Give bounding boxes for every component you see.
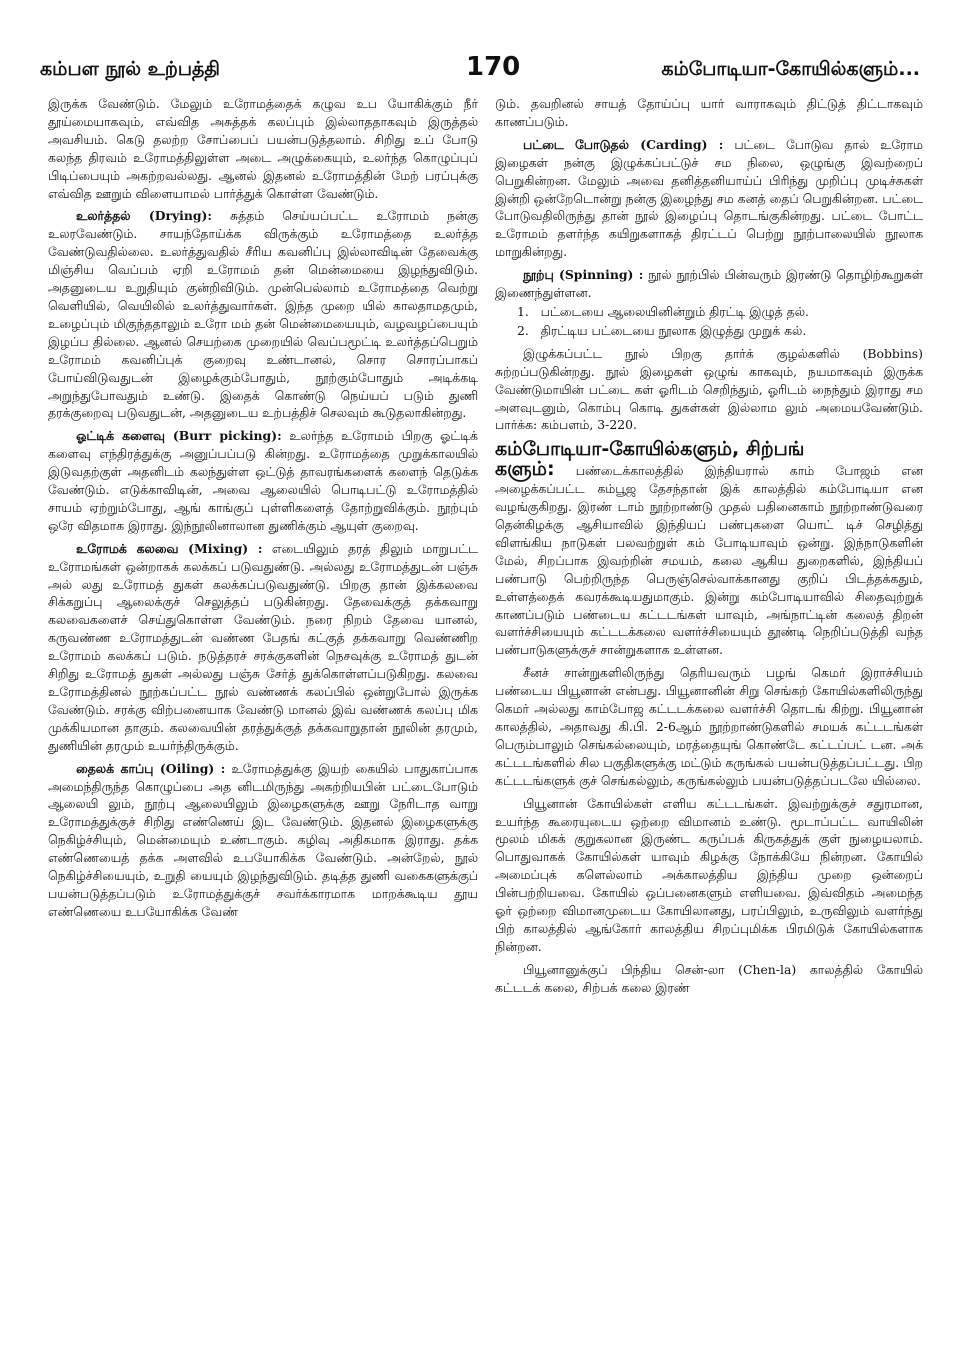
list-number: 2. bbox=[517, 322, 529, 338]
paragraph-text: நூல் நூற்பில் பின்வரும் இரண்டு தொழிற்கூறுகள் இணைந்துள்ளன. bbox=[495, 267, 923, 301]
paragraph: இழுக்கப்பட்ட நூல் பிறகு தார்க் குழல்களில் (Bobbins) சுற்றப்படுகின்றது. நூல் இழைகள் ஒழுங் காகவும், நயமாகவும் இருக்க வேண்டுமாயின் பட்டை கள் ஓரிடம் செறிந்தும், ஓரிடம் நைந்தும் இராது சம அளவுடனும், கொம்பு கொடி துகள்கள் இல்லாம லும் அமையவேண்டும். பார்க்க: கம்பளம், 3-220. bbox=[495, 345, 923, 433]
page-number: 170 bbox=[466, 52, 521, 82]
subheading-drying: உலர்த்தல் (Drying): bbox=[76, 208, 212, 224]
subheading-spinning: நூற்பு (Spinning) : bbox=[523, 267, 644, 283]
paragraph: பியூனான் கோயில்கள் எளிய கட்டடங்கள். இவற்றுக்குச் சதுரமான, உயர்ந்த கூரையுடைய ஒற்றை விமானம் உண்டு. மூடாப்பட்ட வாயிலின் மூலம் மிகக் குறுகலான இருண்ட கருப்பக் கிருகத்துக் குள் நுழையலாம். பொதுவாகக் கோயில்கள் யாவும் கிழக்கு நோக்கியே நின்றன. கோயில் அமைப்புக் களெல்லாம் அக்காலத்திய இந்திய முறை ஒன்றைப் பின்பற்றியவை. கோயில் ஒப்பனைகளும் எளியவை. இவ்விதம் அமைந்த ஓர் ஒற்றை விமானமுடைய கோயிலானது, பரப்பிலும், உருவிலும் வளர்ந்து பிற் காலத்தில் ஆங்கோர் காலத்திய சிறப்புமிக்க பிரமிடுக் கோயில்களாக நின்றன. bbox=[495, 795, 923, 954]
paragraph: பியூனானுக்குப் பிந்திய சென்-லா (Chen-la) காலத்தில் கோயில் கட்டடக் கலை, சிற்பக் கலை இரண் bbox=[495, 961, 923, 995]
list-item bbox=[495, 322, 923, 340]
paragraph-entry-intro bbox=[495, 458, 923, 659]
right-column bbox=[495, 95, 923, 1345]
paragraph-text: எடையிலும் தரத் திலும் மாறுபட்ட உரோமங்கள் ஒன்றாகக் கலக்கப் படுவதுண்டு. அல்லது உரோமத்துடன் பஞ்சு அல் லது உரோமத் துகள் கலக்கப்படுவதுண்டு. பிறகு தான் இக்கலவை சிக்கறுப்பு ஆலைக்குச் செலுத்தப் படுகின்றது. தேவைக்குத் தக்கவாறு கலவைகளைச் செய்துகொள்ள வேண்டும். நரை நிறம் தேவை யானல், கருவண்ண உரோமத்துடன் வண்ண பேதங் கட்குத் தக்கவாறு வெண்ணிற உரோமம் கலக்கப் படும். நடுத்தரச் சரக்குகளின் நெசவுக்கு உரோமத் துடன் சிறிது உரோமத் துகள் அல்லது பஞ்சு சேர்த் துக்கொள்ளப்படுகிறது. கலவை உரோமத்தினல் நூற்கப்பட்ட நூல் வண்ணக் கலப்பில் ஒன்றுபோல் இருக்க வேண்டும். சரக்கு விற்பனையாக வேண்டு மானல் இவ் வண்ணக் கலப்பு மிக முக்கியமான தாகும். கலவையின் தரத்துக்குத் தக்கவாறுதான் நூலின் தரமும், துணியின் தரமும் உயர்ந்திருக்கும். bbox=[48, 540, 478, 753]
page-header bbox=[40, 52, 920, 92]
paragraph-text: உலர்ந்த உரோமம் பிறகு ஓட்டிக் களைவு எந்திரத்துக்கு அனுப்பப்படு கின்றது. உரோமத்தை முறுக்காலயில் இடுவதற்குள் அதனிடம் கலந்துள்ள ஒட்டுத் தாவரங்களைக் களைந் தெடுக்க வேண்டும். எடுக்காவிடின், அவை ஆலையில் பொடிபட்டு உரோமத்தில் சாயம் ஏற்றும்போது, ஆங் காங்குப் புள்ளிகளைத் தோற்றுவிக்கும். நூற்பும் ஒரே விதமாக இராது. இந்நூலினாலான துணிக்கும் ஆயுள் குறைவு. bbox=[48, 428, 478, 533]
list-text: பட்டையை ஆலையினின்றும் திரட்டி இழுத் தல். bbox=[540, 303, 809, 319]
paragraph-carding bbox=[495, 136, 923, 261]
paragraph-text: சுத்தம் செய்யப்பட்ட உரோமம் நன்கு உலரவேண்டும். சாயந்தோய்க்க விருக்கும் உரோமத்தை உலர்த்த வேண்டுவதில்லை. உலர்த்துவதில் சீரிய கவனிப்பு இல்லாவிடின் தேவைக்கு மிஞ்சிய வெப்பம் ஏறி உரோமம் தன் மென்மையை இழந்துவிடும். அதனுடைய உறுதியும் குன்றிவிடும். முன்பெல்லாம் உரோமத்தை வெற்று வெளியில், வெயிலில் உலர்த்துவார்கள். இந்த முறை யில் காலதாமதமும், உழைப்பும் மிகுந்ததாலும் உரோ மம் தன் மென்மையையும், வழவழப்பையும் இழப்ப தில்லை. ஆனல் செயற்கை முறையில் வெப்பமூட்டி உலர்த்தப்பெறும் உரோமம் கவனிப்புக் குறைவு உண்டானல், சொர சொரப்பாகப் போய்விடுவதுடன் இழைக்கும்போதும், நூற்கும்போதும் அடிக்கடி அறுந்துபோவதும் உண்டு. இதைக் கொண்டு நெய்யப் படும் துணி தரக்குறைவு படுவதுடன், அதனுடைய உற்பத்திச் செலவும் கூடுதலாகின்றது. bbox=[48, 208, 478, 421]
paragraph-text: பண்டைக்காலத்தில் இந்தியரால் காம் போஜம் என அழைக்கப்பட்ட கம்பூஜ தேசந்தான் இக் காலத்தில் கம்போடியா என வழங்குகிறது. இரண் டாம் நூற்றாண்டு முதல் பதினைகாம் நூற்றாண்டுவரை தென்கிழக்கு ஆசியாவில் இந்தியப் பண்புகளை யொட் டிச் செழித்து விளங்கிய நாடுகள் பலவற்றுள் கம் போடியாவும் ஒன்று. இந்நாடுகளின் மேல், சிறப்பாக இவற்றின் சமயம், கலை ஆகிய துறைகளில், இந்தியப் பண்பாடு பெற்றிருந்த பெருஞ்செல்வாக்கானது குறிப் பிடத்தக்கதும், உள்ளத்தைக் கவரக்கூடியதுமாகும். இன்று கம்போடியாவில் சிதைவுற்றுக் காணப்படும் பண்டைய கட்டடங்கள் யாவும், அங்நாட்டின் கலைத் திறன் வளர்ச்சியையும் கட்டடக்கலை வளர்ச்சியையும் தூண்டி நெறிப்படுத்தி வந்த பண்பாடுகளுக்குச் சான்றுகளாக உள்ளன. bbox=[495, 463, 923, 658]
paragraph-oiling bbox=[48, 760, 478, 921]
paragraph: இருக்க வேண்டும். மேலும் உரோமத்தைக் கழுவ உப யோகிக்கும் நீர் தூய்மையாகவும், எவ்வித அசுத்தக் கலப்பும் இல்லாததாகவும் இருத்தல் அவசியம். கெடு தலற்ற சோப்பைப் பயன்படுத்தலாம். சிறிது உப் போடு கலந்த திரவம் உரோமத்திலுள்ள அடை அழுக்கையும், உலர்ந்த கொழுப்புப் பிடிப்பையும் அகற்றவல்லது. ஆனல் இதனல் உரோமத்தின் மேற் பரப்புக்கு எவ்வித ஊறும் விளையாமல் பார்த்துக் கொள்ள வேண்டும். bbox=[48, 96, 478, 201]
paragraph-mixing bbox=[48, 540, 478, 755]
left-column bbox=[48, 95, 478, 1345]
paragraph-spinning bbox=[495, 266, 923, 302]
subheading-mixing: உரோமக் கலவை (Mixing) : bbox=[76, 540, 263, 556]
list-item bbox=[495, 303, 923, 321]
list-number: 1. bbox=[517, 303, 529, 319]
paragraph-text: உரோமத்துக்கு இயற் கையில் பாதுகாப்பாக அமைந்திருந்த கொழுப்பை அத னிடமிருந்து அகற்றியபின் பட்டைபோடும் ஆலையி லும், நூற்பு ஆலையிலும் இழைகளுக்கு ஊறு நேரிடாத வாறு உரோமத்துக்குச் சிறிது எண்ணெய் இட வேண்டும். இதனல் இழைகளுக்கு நெகிழ்ச்சியும், மென்மையும் உண்டாகும். கழிவு அதிகமாக இராது. தக்க எண்ணெயைத் தக்க அளவில் உபயோகிக்க வேண்டும். அன்றேல், நூல் நெகிழ்ச்சியையும், உறுதி யையும் இழந்துவிடும். தடித்த துணி வகைகளுக்குப் பயன்படுத்தப்படும் உரோமத்துக்குச் சவர்க்காரமாக மாறக்கூடிய தூய எண்ணெயை உபயோகிக்க வேண் bbox=[48, 760, 478, 919]
subheading-burr-picking: ஓட்டிக் களைவு (Burr picking): bbox=[76, 428, 282, 444]
paragraph-drying bbox=[48, 207, 478, 422]
entry-title-continuation: களும்: bbox=[495, 458, 555, 481]
subheading-carding: பட்டை போடுதல் (Carding) : bbox=[523, 136, 724, 152]
subheading-oiling: தைலக் காப்பு (Oiling) : bbox=[76, 760, 226, 776]
list-text: திரட்டிய பட்டையை நூலாக இழுத்து முறுக் கல். bbox=[540, 322, 807, 338]
running-head-right: கம்போடியா-கோயில்களும்... bbox=[661, 58, 920, 80]
paragraph-burr-picking bbox=[48, 427, 478, 534]
entry-title: கம்போடியா-கோயில்களும், சிற்பங் bbox=[495, 438, 805, 461]
paragraph: டும். தவறினல் சாயத் தோய்ப்பு யார் வாராகவும் திட்டுத் திட்டாகவும் காணப்படும். bbox=[495, 96, 923, 129]
paragraph: சீனச் சான்றுகளிலிருந்து தெரியவரும் பழங் கெமர் இராச்சியம் பண்டைய பியூனான் என்பது. பியூனானின் சிறு செங்கற் கோயில்களிலிருந்து கெமர் அல்லது காம்போஜ கட்டடக்கலை வளர்ச்சி தொடங் கிற்று. பியூனான் காலத்தில், அதாவது கி.பி. 2-6ஆம் நூற்றாண்டுகளில் சமயக் கட்டடங்கள் பெரும்பாலும் செங்கல்லையும், மரத்தையுங் கொண்டே கட்டப்பட் டன. அக் கட்டடங்களில் சில பகுதிகளுக்கு மட்டும் கருங்கல் பயன்படுத்தப்பட்டது. பிற கட்டடங்களுக் குச் செங்கல்லும், கருங்கல்லும் பயன்படுத்தப்படலே யில்லை. bbox=[495, 665, 923, 788]
paragraph-text: பட்டை போடுவ தால் உரோம இழைகள் நன்கு இழுக்கப்பட்டுச் சம நிலை, ஒழுங்கு இவற்றைப் பெறுகின்றன. மேலும் அவை தனித்தனியாய்ப் பிரிந்து முறிப்பு முடிச்சுகள் இன்றி ஒன்றேடொன்று நன்கு இழைந்து சம கனத் தைப் பெறுகின்றன. பட்டை போடுவதிலிருந்து தான் நூல் இழைப்பு தொடங்குகின்றது. பட்டை போட்ட உரோமம் தளர்ந்த கயிறுகளாகத் திரட்டப் பெற்று நூற்பாலையில் நூலாக மாறுகின்றது. bbox=[495, 136, 923, 260]
running-head-left: கம்பள நூல் உற்பத்தி bbox=[40, 58, 220, 80]
